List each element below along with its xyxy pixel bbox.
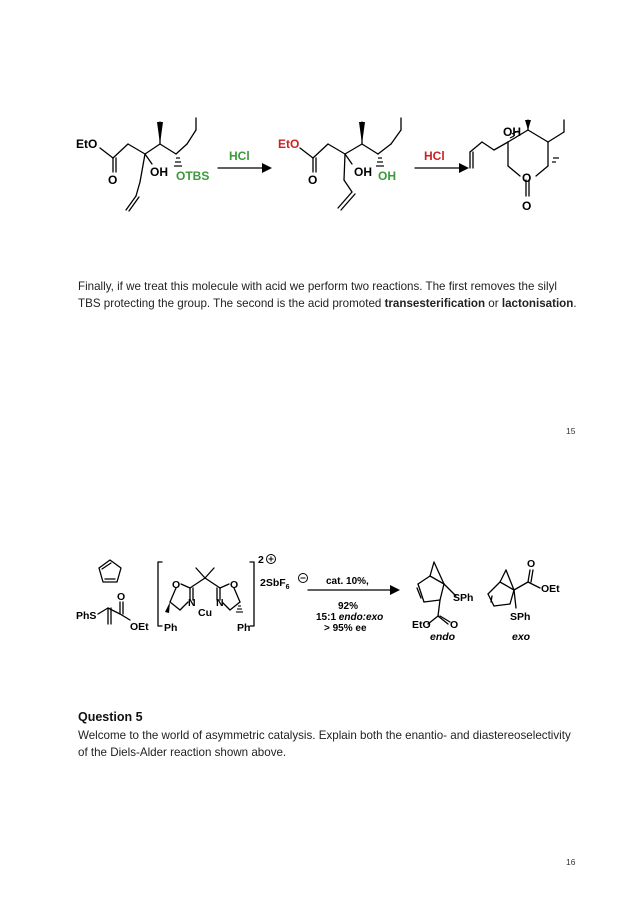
box-ph-left-label: Ph — [164, 622, 178, 634]
dienophile-oet-label: OEt — [130, 621, 149, 633]
mid-ester-label: EtO — [278, 137, 300, 151]
dienophile-phs-label: PhS — [76, 610, 97, 622]
explanation-text-2: or — [485, 296, 502, 310]
box-o-right-label: O — [230, 579, 239, 591]
box-n-left-label: N — [188, 597, 196, 609]
condition-yield: 92% — [338, 601, 359, 612]
sm-carbonyl-o-label: O — [108, 173, 118, 187]
endo-sph-label: SPh — [453, 592, 474, 604]
arrow2-reagent-hcl: HCl — [424, 149, 445, 163]
dienophile-o-label: O — [117, 591, 126, 603]
lactone-ring-o-label: O — [522, 171, 532, 185]
explanation-paragraph — [78, 279, 578, 312]
condition-catalyst-loading: cat. 10%, — [326, 576, 369, 587]
condition-endo-exo-ratio: 15:1 endo:exo — [316, 612, 384, 623]
scheme-2-asymmetric-diels-alder — [0, 540, 638, 650]
lactone-carbonyl-o-label: O — [522, 199, 532, 213]
exo-product-label: exo — [512, 631, 531, 643]
copper-label: Cu — [198, 607, 212, 619]
lactone-hydroxyl-label: OH — [503, 125, 521, 139]
question-title: Question 5 — [78, 710, 143, 724]
lactonisation-term: lactonisation — [501, 296, 574, 310]
counterion-label: 2SbF$_6$ — [260, 577, 290, 591]
mid-new-hydroxyl-label: OH — [378, 169, 396, 183]
sm-otbs-label: OTBS — [176, 169, 210, 183]
page-number-16: 16 — [566, 857, 576, 867]
mid-carbonyl-o-label: O — [308, 173, 318, 187]
box-ph-right-label: Ph — [237, 622, 251, 634]
transesterification-term: transesterification — [384, 296, 486, 310]
arrow1-reagent-hcl: HCl — [229, 149, 250, 163]
box-o-left-label: O — [172, 579, 181, 591]
endo-eto-label: EtO — [412, 619, 431, 631]
endo-product-label: endo — [430, 631, 456, 643]
page-number-15: 15 — [566, 426, 576, 436]
endo-o-label: O — [450, 619, 459, 631]
condition-ee: > 95% ee — [324, 623, 367, 634]
box-n-right-label: N — [216, 597, 224, 609]
exo-sph-label: SPh — [510, 611, 531, 623]
explanation-text-3: . — [573, 296, 577, 310]
exo-oet-label: OEt — [541, 583, 560, 595]
exo-o-label: O — [527, 558, 536, 570]
sm-ester-label: EtO — [76, 137, 98, 151]
sm-hydroxyl-label: OH — [150, 165, 168, 179]
catalyst-charge-label: 2 — [258, 554, 264, 566]
explanation-text-1: Finally, if we treat this molecule with acid we perform two reactions. The first removes the silyl TBS protecting the group. The second is the acid promoted — [78, 280, 557, 310]
mid-hydroxyl-label: OH — [354, 165, 372, 179]
scheme-1-tbs-deprotection-lactonisation — [0, 100, 638, 220]
question-body: Welcome to the world of asymmetric catalysis. Explain both the enantio- and diastereoselectivity of the Diels-Alder reaction shown above. — [78, 729, 571, 759]
